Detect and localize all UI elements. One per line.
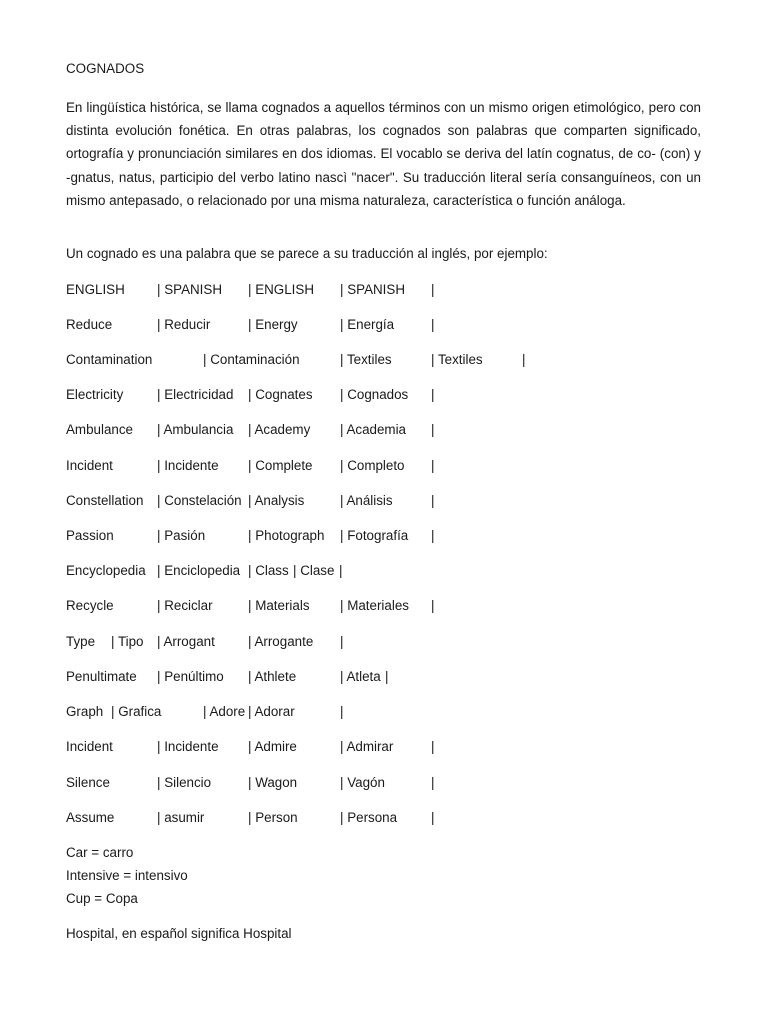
table-cell: Contamination [66,352,153,367]
table-cell: | [431,493,435,508]
table-cell: Silence [66,775,110,790]
equivalence-line: Car = carro [66,845,134,860]
table-cell: | Energía [340,317,395,332]
table-cell: | Cognates [248,387,313,402]
table-cell: | Persona [340,810,398,825]
table-cell: | Photograph [248,528,325,543]
table-cell: | ENGLISH [248,282,314,297]
table-cell: | Enciclopedia [157,563,241,578]
closing-line: Hospital, en español significa Hospital [66,926,292,941]
table-cell: | Clase [293,563,335,578]
table-cell: | Arrogante [248,634,314,649]
table-cell: | [385,669,389,684]
table-cell: | Athlete [248,669,297,684]
table-cell: | Wagon [248,775,298,790]
table-cell: | Admire [248,739,297,754]
table-cell: | Silencio [157,775,212,790]
table-cell: | [431,810,435,825]
table-cell: | SPANISH [157,282,222,297]
table-cell: | Person [248,810,298,825]
table-cell: | Adore [203,704,246,719]
table-cell: Type [66,634,96,649]
table-cell: | Materials [248,598,310,613]
table-cell: | Pasión [157,528,206,543]
table-cell: | Reducir [157,317,211,332]
table-cell: ENGLISH [66,282,125,297]
table-cell: | Reciclar [157,598,213,613]
table-cell: | Penúltimo [157,669,224,684]
definition-paragraph: En lingüística histórica, se llama cognados a aquellos términos con un mismo origen etimológico, pero con distinta evolución fonética. En otras palabras, los cognados son palabras que comparten significado, ortografía y pronunciación similares en dos idiomas. El vocablo se deriva del latín cognatus, de co- (con) y -gnatus, natus, participio del verbo latino nascì "nacer". Su traducción literal sería consanguíneos, con un mismo antepasado, o relacionado por una misma naturaleza, característica o función análoga. [66,100,701,208]
table-cell: | [340,634,344,649]
table-cell: | Cognados [340,387,409,402]
table-cell: Penultimate [66,669,137,684]
table-cell: Encyclopedia [66,563,146,578]
table-cell: | Ambulancia [157,422,234,437]
table-cell: | Academy [248,422,311,437]
table-cell: | Grafica [111,704,162,719]
equivalence-line: Cup = Copa [66,891,138,906]
table-cell: | Constelación [157,493,242,508]
table-cell: | Complete [248,458,313,473]
table-cell: | Textiles [340,352,392,367]
table-cell: Graph [66,704,104,719]
table-cell: | Análisis [340,493,393,508]
table-cell: | Admirar [340,739,394,754]
table-cell: | [340,704,344,719]
table-cell: | Incidente [157,458,219,473]
table-cell: | [431,775,435,790]
table-cell: | [431,422,435,437]
table-cell: | Fotografía [340,528,409,543]
table-cell: | [339,563,343,578]
document-title: COGNADOS [66,61,145,76]
table-cell: Recycle [66,598,114,613]
table-cell: Ambulance [66,422,133,437]
table-cell: | Textiles [431,352,483,367]
table-cell: | SPANISH [340,282,405,297]
table-cell: | Adorar [248,704,295,719]
table-cell: | asumir [157,810,205,825]
table-cell: | [522,352,526,367]
table-cell: Incident [66,739,113,754]
table-cell: Constellation [66,493,144,508]
table-cell: Assume [66,810,115,825]
table-cell: | Completo [340,458,405,473]
table-cell: | Atleta [340,669,381,684]
table-cell: | [431,739,435,754]
table-cell: | Vagón [340,775,385,790]
table-cell: | Materiales [340,598,409,613]
table-cell: Passion [66,528,114,543]
table-cell: | [431,387,435,402]
table-cell: | Contaminación [203,352,300,367]
table-cell: | Energy [248,317,298,332]
intro-line: Un cognado es una palabra que se parece a su traducción al inglés, por ejemplo: [66,246,548,261]
table-cell: | Academia [340,422,407,437]
table-cell: Incident [66,458,113,473]
table-cell: | [431,282,435,297]
equivalence-line: Intensive = intensivo [66,868,188,883]
table-cell: Electricity [66,387,124,402]
table-cell: | Class [248,563,289,578]
table-cell: | Analysis [248,493,305,508]
table-cell: | Incidente [157,739,219,754]
table-cell: | [431,528,435,543]
table-cell: | Tipo [111,634,144,649]
table-cell: Reduce [66,317,113,332]
table-cell: | Electricidad [157,387,234,402]
table-cell: | Arrogant [157,634,215,649]
table-cell: | [431,458,435,473]
table-cell: | [431,317,435,332]
table-cell: | [431,598,435,613]
